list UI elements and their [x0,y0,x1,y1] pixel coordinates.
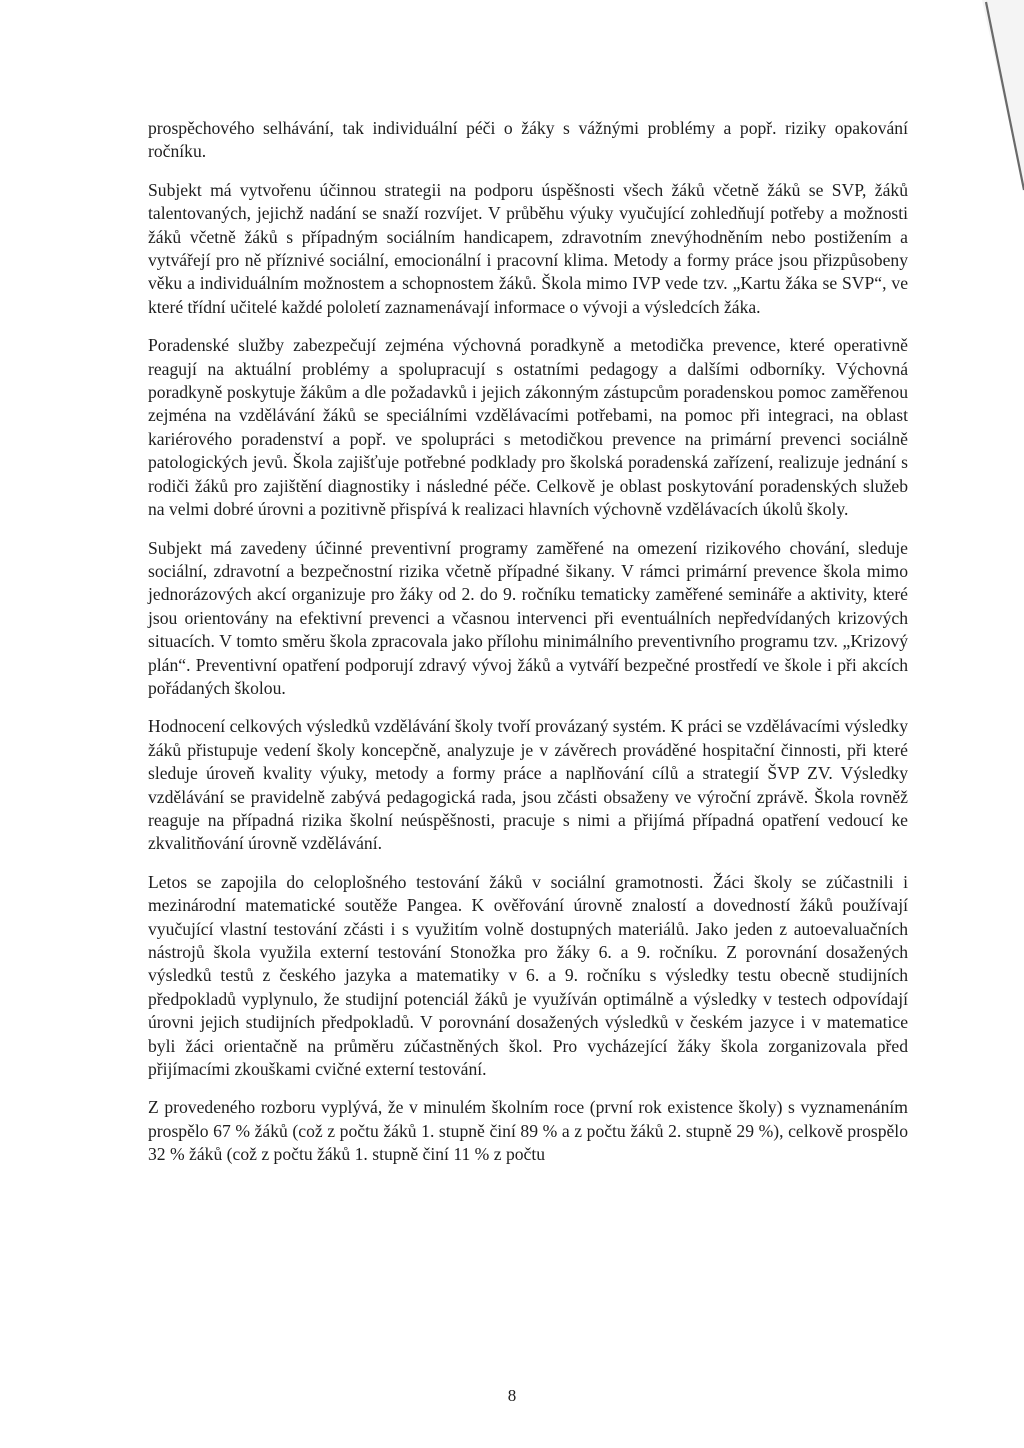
paragraph-3: Poradenské služby zabezpečují zejména výchovná poradkyně a metodička prevence, které operativně reagují na aktuální problémy a spolupracují s ostatními pedagogy a dalšími odborníky. Výchovná poradkyně poskytuje žákům a dle požadavků i jejich zákonným zástupcům poradenskou pomoc zaměřenou zejména na vzdělávání žáků se speciálními vzdělávacími potřebami, na pomoc při integraci, na oblast kariérového poradenství a popř. ve spolupráci s metodičkou prevence na primární prevenci sociálně patologických jevů. Škola zajišťuje potřebné podklady pro školská poradenská zařízení, realizuje jednání s rodiči žáků pro zajištění diagnostiky i následné péče. Celkově je oblast poskytování poradenských služeb na velmi dobré úrovni a pozitivně přispívá k realizaci hlavních výchovně vzdělávacích úkolů školy. [148,335,908,520]
paragraph-4: Subjekt má zavedeny účinné preventivní programy zaměřené na omezení rizikového chování, sleduje sociální, zdravotní a bezpečnostní rizika včetně případné šikany. V rámci primární prevence škola mimo jednorázových akcí organizuje pro žáky od 2. do 9. ročníku tematicky zaměřené semináře a aktivity, které jsou orientovány na efektivní prevenci a včasnou intervenci při eventuálních nepředvídaných krizových situacích. V tomto směru škola zpracovala jako přílohu minimálního preventivního programu tzv. „Krizový plán“. Preventivní opatření podporují zdravý vývoj žáků a vytváří bezpečné prostředí ve škole i při akcích pořádaných školou. [148,537,908,698]
document-page [148,117,908,1182]
paragraph-5: Hodnocení celkových výsledků vzdělávání školy tvoří provázaný systém. K práci se vzdělávacími výsledky žáků přistupuje vedení školy koncepčně, analyzuje je v závěrech prováděné hospitační činnosti, při které sleduje úroveň kvality výuky, metody a formy práce a naplňování cílů a strategií ŠVP ZV. Výsledky vzdělávání se pravidelně zabývá pedagogická rada, jsou zčásti obsaženy ve výroční zprávě. Škola rovněž reaguje na případná rizika školní neúspěšnosti, pracuje s nimi a přijímá případná opatření vedoucí ke zkvalitňování úrovně vzdělávání. [148,716,908,854]
scan-edge-shadow [904,0,1024,200]
paragraph-1: prospěchového selhávání, tak individuální péči o žáky s vážnými problémy a popř. riziky opakování ročníku. [148,118,908,162]
paragraph-2: Subjekt má vytvořenu účinnou strategii na podporu úspěšnosti všech žáků včetně žáků se SVP, žáků talentovaných, jejichž nadání se snaží rozvíjet. V průběhu výuky vyučující zohledňují potřeby a možnosti žáků včetně žáků s případným sociálním handicapem, zdravotním znevýhodněním nebo postižením a vytvářejí pro ně příznivé sociální, emocionální i pracovní klima. Metody a formy práce jsou přizpůsobeny věku a individuálním možnostem a schopnostem žáků. Škola mimo IVP vede tzv. „Kartu žáka se SVP“, ve které třídní učitelé každé pololetí zaznamenávají informace o vývoji a výsledcích žáka. [148,179,908,317]
page-number: 8 [507,1386,517,1405]
paragraph-7: Z provedeného rozboru vyplývá, že v minulém školním roce (první rok existence školy) s vyznamenáním prospělo 67 % žáků (což z počtu žáků 1. stupně činí 89 % a z počtu žáků 2. stupně 29 %), celkově prospělo 32 % žáků (což z počtu žáků 1. stupně činí 11 % z počtu [148,1097,908,1165]
paragraph-6: Letos se zapojila do celoplošného testování žáků v sociální gramotnosti. Žáci školy se zúčastnili i mezinárodní matematické soutěže Pangea. K ověřování úrovně znalostí a dovedností žáků používají vyučující vlastní testování zčásti i s využitím volně dostupných materiálů. Jako jeden z autoevaluačních nástrojů škola využila externí testování Stonožka pro žáky 6. a 9. ročníku. Z porovnání dosažených výsledků testů z českého jazyka a matematiky v 6. a 9. ročníku s výsledky testu obecně studijních předpokladů vyplynulo, že studijní potenciál žáků je využíván optimálně a výsledky v testech odpovídají úrovni jejich studijních předpokladů. V porovnání dosažených výsledků v českém jazyce i v matematice byli žáci orientačně na průměru zúčastněných škol. Pro vycházející žáky škola zorganizovala před přijímacími zkouškami cvičné externí testování. [148,871,908,1080]
